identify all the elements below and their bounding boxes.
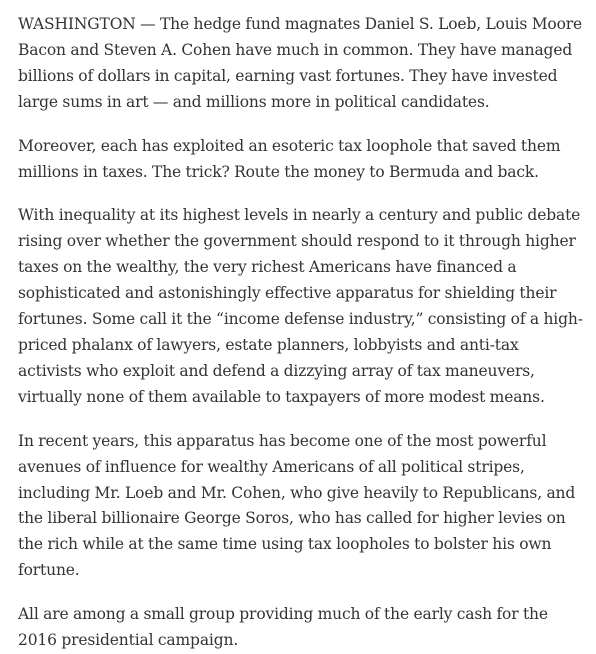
- article-paragraph-2: Moreover, each has exploited an esoteric tax loophole that saved them millions in taxes. The trick? Route the money to Bermuda and back.: [18, 136, 561, 181]
- article-paragraph-3: With inequality at its highest levels in nearly a century and public debate rising over whether the government should respond to it through higher taxes on the wealthy, the very richest Americans have financed a sophisticated and astonishingly effective apparatus for shielding their fortunes. Some call it the “income defense industry,” consisting of a high-priced phalanx of lawyers, estate planners, lobbyists and anti-tax activists who exploit and defend a dizzying array of tax maneuvers, virtually none of them available to taxpayers of more modest means.: [18, 206, 583, 406]
- article-paragraph-4: In recent years, this apparatus has become one of the most powerful avenues of influence for wealthy Americans of all political stripes, including Mr. Loeb and Mr. Cohen, who give heavily to Republicans, and the liberal billionaire George Soros, who has called for higher levies on the rich while at the same time using tax loopholes to bolster his own fortune.: [18, 431, 576, 580]
- article-paragraph-1: WASHINGTON — The hedge fund magnates Daniel S. Loeb, Louis Moore Bacon and Steven A. Cohen have much in common. They have managed billions of dollars in capital, earning vast fortunes. They have invested large sums in art — and millions more in political candidates.: [18, 15, 583, 111]
- article-paragraph-5: All are among a small group providing much of the early cash for the 2016 presidential campaign.: [18, 605, 548, 650]
